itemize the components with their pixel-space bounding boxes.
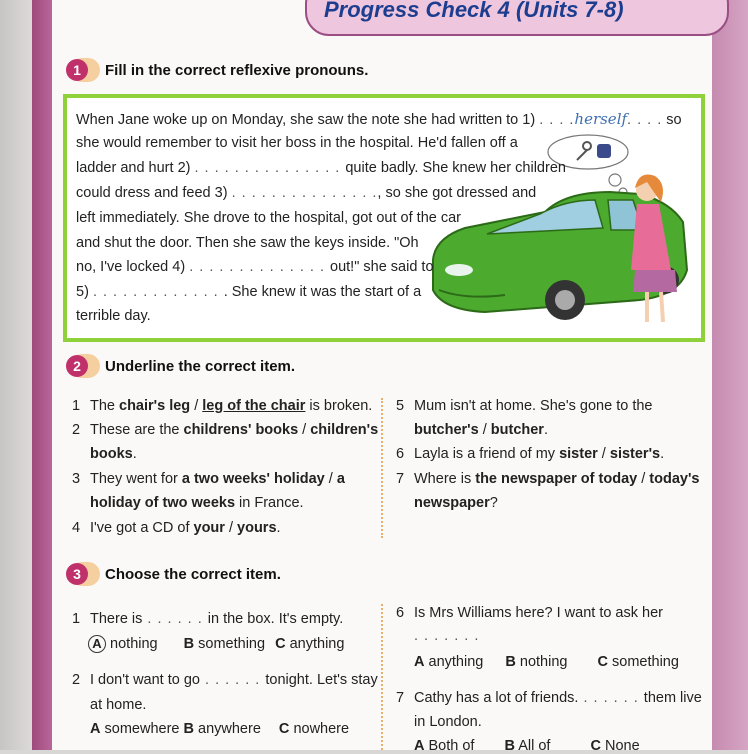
item-number: 5 bbox=[396, 398, 405, 414]
blank[interactable]: . . . . . . bbox=[578, 690, 644, 706]
option-text: anywhere bbox=[198, 721, 261, 737]
option[interactable]: chair's leg bbox=[119, 398, 191, 414]
question-7-options bbox=[414, 738, 640, 754]
section-1-title: Fill in the correct reflexive pronouns. bbox=[105, 62, 369, 79]
option-text: nothing bbox=[519, 654, 568, 670]
slash: / bbox=[597, 446, 610, 462]
question-7 bbox=[396, 690, 702, 706]
option[interactable]: children's bbox=[310, 422, 379, 438]
text-segment: quite badly. She knew her children bbox=[345, 160, 566, 176]
text-segment: There is bbox=[90, 611, 143, 627]
question-1-options bbox=[88, 635, 344, 653]
option[interactable]: holiday of two weeks bbox=[90, 495, 236, 511]
item-number: 4 bbox=[72, 520, 81, 536]
section-3-title: Choose the correct item. bbox=[105, 566, 281, 583]
list-item: 4 I've got a CD of your / yours. bbox=[72, 520, 281, 536]
question-6 bbox=[396, 605, 663, 621]
blank: . . . . bbox=[539, 112, 575, 128]
text-line: terrible day. bbox=[76, 308, 151, 324]
text-segment: ? bbox=[489, 495, 498, 511]
page-title: Progress Check 4 (Units 7-8) bbox=[324, 0, 624, 22]
option-text: somewhere bbox=[104, 721, 180, 737]
option[interactable]: sister's bbox=[609, 446, 661, 462]
text-segment: They went for bbox=[90, 471, 182, 487]
list-item bbox=[396, 398, 652, 414]
option[interactable]: your bbox=[193, 520, 225, 536]
list-item-continued: books. bbox=[90, 446, 137, 462]
blank-4[interactable]: . . . . . . . . . . . . . . bbox=[189, 259, 331, 275]
question-2-continued: at home. bbox=[90, 697, 147, 713]
option-C[interactable]: C bbox=[275, 636, 286, 652]
text-segment: out!" she said to bbox=[330, 259, 434, 275]
question-2 bbox=[72, 672, 378, 688]
option[interactable]: today's bbox=[649, 471, 700, 487]
text-segment: could dress and feed 3) bbox=[76, 185, 228, 201]
section-3-number: 3 bbox=[66, 563, 88, 585]
list-item bbox=[72, 471, 345, 487]
text-segment: Where is bbox=[414, 471, 476, 487]
section-1-number: 1 bbox=[66, 59, 88, 81]
option[interactable]: books bbox=[90, 446, 133, 462]
text-line bbox=[76, 259, 434, 275]
text-line bbox=[76, 160, 566, 176]
option-B[interactable]: B bbox=[505, 654, 516, 670]
option[interactable]: newspaper bbox=[414, 495, 490, 511]
slash: / bbox=[324, 471, 337, 487]
text-segment: in the box. It's empty. bbox=[207, 611, 344, 627]
blank: . . . . bbox=[627, 112, 663, 128]
blank-5[interactable]: . . . . . . . . . . . . . bbox=[92, 284, 224, 300]
text-segment: ladder and hurt 2) bbox=[76, 160, 191, 176]
text-line: she would remember to visit her boss in the hospital. He'd fallen off a bbox=[76, 135, 518, 151]
text-segment: Is Mrs Williams here? I want to ask her bbox=[414, 605, 663, 621]
option-B[interactable]: B bbox=[183, 721, 194, 737]
slash: / bbox=[298, 422, 311, 438]
item-number: 2 bbox=[72, 672, 81, 688]
slash: / bbox=[190, 398, 203, 414]
question-1 bbox=[72, 611, 343, 627]
left-page-edge bbox=[32, 0, 52, 750]
item-number: 7 bbox=[396, 471, 405, 487]
section-2-title: Underline the correct item. bbox=[105, 358, 296, 375]
text-segment: so bbox=[666, 112, 682, 128]
item-number: 1 bbox=[72, 398, 81, 414]
text-line: and shut the door. Then she saw the keys inside. "Oh bbox=[76, 235, 419, 251]
item-number: 7 bbox=[396, 690, 405, 706]
column-divider bbox=[381, 604, 383, 750]
option-text: something bbox=[198, 636, 266, 652]
text-line bbox=[76, 110, 682, 128]
question-2-options bbox=[90, 721, 349, 737]
text-line bbox=[76, 185, 536, 201]
option[interactable]: childrens' books bbox=[183, 422, 299, 438]
blank[interactable]: . . . . . . . bbox=[414, 628, 480, 644]
option-text: None bbox=[605, 738, 640, 754]
text-segment: These are the bbox=[90, 422, 184, 438]
item-number: 6 bbox=[396, 605, 405, 621]
option-A[interactable]: A bbox=[414, 654, 425, 670]
text-segment: I've got a CD of bbox=[90, 520, 194, 536]
item-number: 6 bbox=[396, 446, 405, 462]
column-divider bbox=[381, 398, 383, 538]
text-line bbox=[76, 284, 421, 300]
text-segment: I don't want to go bbox=[90, 672, 200, 688]
text-segment: them live bbox=[643, 690, 702, 706]
item-number: 3 bbox=[72, 471, 81, 487]
text-line: left immediately. She drove to the hospital, got out of the car bbox=[76, 210, 462, 226]
right-page-edge bbox=[712, 0, 748, 750]
option-A[interactable]: A bbox=[90, 721, 101, 737]
option-B[interactable]: B bbox=[504, 738, 515, 754]
text-segment: 5) bbox=[76, 284, 89, 300]
blank-3[interactable]: . . . . . . . . . . . . . . . bbox=[231, 185, 378, 201]
option[interactable]: a two weeks' holiday bbox=[181, 471, 325, 487]
text-segment: Mum isn't at home. She's gone to the bbox=[414, 398, 653, 414]
option-text: nothing bbox=[110, 636, 158, 652]
text-segment: The bbox=[90, 398, 120, 414]
list-item bbox=[72, 398, 372, 414]
list-item bbox=[72, 422, 378, 438]
text-segment: tonight. Let's stay bbox=[265, 672, 378, 688]
option[interactable]: a bbox=[336, 471, 345, 487]
section-2-number: 2 bbox=[66, 355, 88, 377]
text-segment: no, I've locked 4) bbox=[76, 259, 186, 275]
list-item-continued bbox=[414, 495, 498, 511]
option[interactable]: butcher's bbox=[414, 422, 479, 438]
slash: / bbox=[224, 520, 238, 536]
option-A[interactable]: A bbox=[414, 738, 425, 754]
text-segment: When Jane woke up on Monday, she saw the note she had written to 1) bbox=[76, 112, 536, 128]
option-C[interactable]: C bbox=[597, 654, 608, 670]
item-number: 2 bbox=[72, 422, 81, 438]
slash: / bbox=[637, 471, 650, 487]
list-item: 6 Layla is a friend of my sister / sister's. bbox=[396, 446, 665, 462]
option-C[interactable]: C bbox=[590, 738, 601, 754]
question-6-options bbox=[414, 654, 679, 670]
option-text: nowhere bbox=[293, 721, 350, 737]
blank[interactable]: . . . . . . bbox=[199, 672, 266, 688]
option-B[interactable]: B bbox=[183, 636, 195, 652]
list-item-continued bbox=[90, 495, 304, 511]
question-7-continued: in London. bbox=[414, 714, 482, 730]
slash: / bbox=[478, 422, 491, 438]
text-segment: , so she got dressed and bbox=[377, 185, 537, 201]
item-number: 1 bbox=[72, 611, 81, 627]
option-text: All of bbox=[518, 738, 551, 754]
option-text: anything bbox=[428, 654, 484, 670]
left-background bbox=[0, 0, 32, 750]
text-segment: . She knew it was the start of a bbox=[223, 284, 422, 300]
option-underlined[interactable]: leg of the chair bbox=[202, 398, 306, 414]
answer-herself: herself bbox=[574, 110, 628, 128]
option[interactable]: sister bbox=[559, 446, 598, 462]
text-segment: is broken. bbox=[305, 398, 373, 414]
list-item bbox=[396, 471, 699, 487]
text-segment: in France. bbox=[235, 495, 304, 511]
option-A-circled[interactable]: A bbox=[88, 635, 106, 653]
blank-2[interactable]: . . . . . . . . . . . . . . . bbox=[194, 160, 346, 176]
option-text: something bbox=[612, 654, 679, 670]
text-segment: Cathy has a lot of friends. bbox=[414, 690, 579, 706]
option-text: anything bbox=[289, 636, 345, 652]
option[interactable]: butcher bbox=[490, 422, 544, 438]
option[interactable]: the newspaper of today bbox=[475, 471, 638, 487]
option[interactable]: yours bbox=[237, 520, 277, 536]
option-C[interactable]: C bbox=[278, 721, 290, 737]
option-text: Both of bbox=[428, 738, 475, 754]
list-item-continued: butcher's / butcher. bbox=[414, 422, 548, 438]
blank[interactable]: . . . . . . bbox=[142, 611, 208, 627]
text-segment: Layla is a friend of my bbox=[414, 446, 560, 462]
